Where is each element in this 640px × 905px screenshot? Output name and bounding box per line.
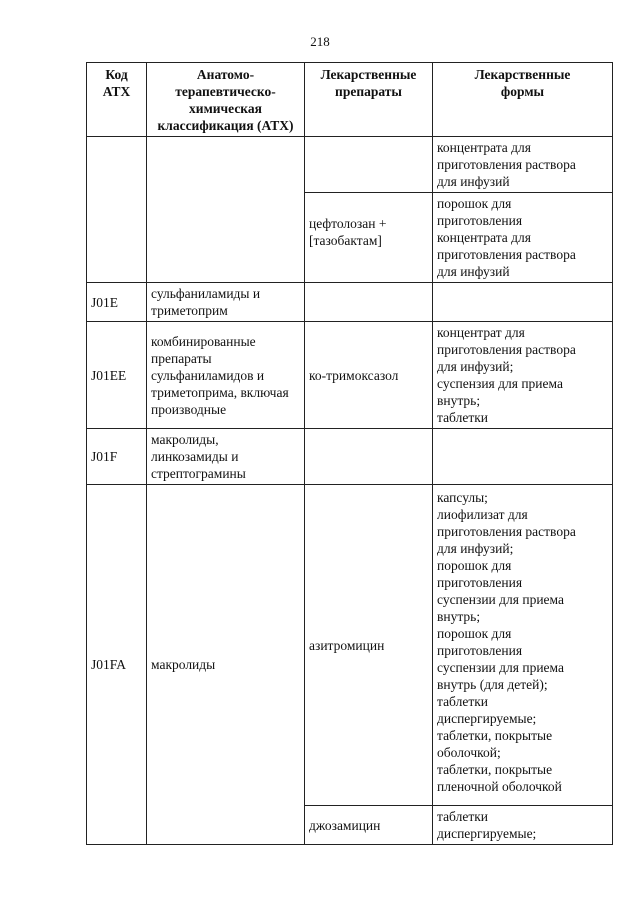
cell-classification: макролиды (147, 485, 305, 845)
cell-forms-empty (433, 283, 613, 322)
cell-classification: сульфаниламиды и триметоприм (147, 283, 305, 322)
cell-drug: азитромицин (305, 485, 433, 806)
cell-drug: цефтолозан + [тазобактам] (305, 193, 433, 283)
table-row (87, 322, 613, 429)
cell-drug-empty (305, 283, 433, 322)
header-drugs: Лекарственные препараты (305, 63, 433, 137)
header-forms: Лекарственные формы (433, 63, 613, 137)
cell-drug-empty (305, 429, 433, 485)
cell-code: J01EE (87, 322, 147, 429)
cell-code: J01E (87, 283, 147, 322)
table-header-row (87, 63, 613, 137)
cell-code: J01FA (87, 485, 147, 845)
cell-code: J01F (87, 429, 147, 485)
cell-drug: джозамицин (305, 806, 433, 845)
cell-classification: комбинированные препараты сульфаниламидов и триметоприма, включая производные (147, 322, 305, 429)
cell-forms: капсулы; лиофилизат для приготовления раствора для инфузий; порошок для приготовления суспензии для приема внутрь; порошок для приготовления суспензии для приема внутрь (для детей); таблетки диспергируемые; таблетки, покрытые оболочкой; таблетки, покрытые пленочной оболочкой (433, 485, 613, 806)
cell-forms: концентрата для приготовления раствора для инфузий (433, 137, 613, 193)
page-number: 218 (310, 34, 330, 49)
cell-drug-empty (305, 137, 433, 193)
header-code: Код ATX (87, 63, 147, 137)
cell-forms: порошок для приготовления концентрата для приготовления раствора для инфузий (433, 193, 613, 283)
cell-forms-empty (433, 429, 613, 485)
table-row (87, 283, 613, 322)
cell-classification: макролиды, линкозамиды и стрептограмины (147, 429, 305, 485)
atx-drug-table (86, 62, 613, 845)
cell-forms: таблетки диспергируемые; (433, 806, 613, 845)
cell-classification-empty (147, 137, 305, 283)
cell-forms: концентрат для приготовления раствора для инфузий; суспензия для приема внутрь; таблетки (433, 322, 613, 429)
table-row (87, 137, 613, 193)
cell-drug: ко-тримоксазол (305, 322, 433, 429)
header-classification: Анатомо- терапевтическо- химическая классификация (ATX) (147, 63, 305, 137)
table-row (87, 429, 613, 485)
table-row (87, 485, 613, 806)
cell-code-empty (87, 137, 147, 283)
